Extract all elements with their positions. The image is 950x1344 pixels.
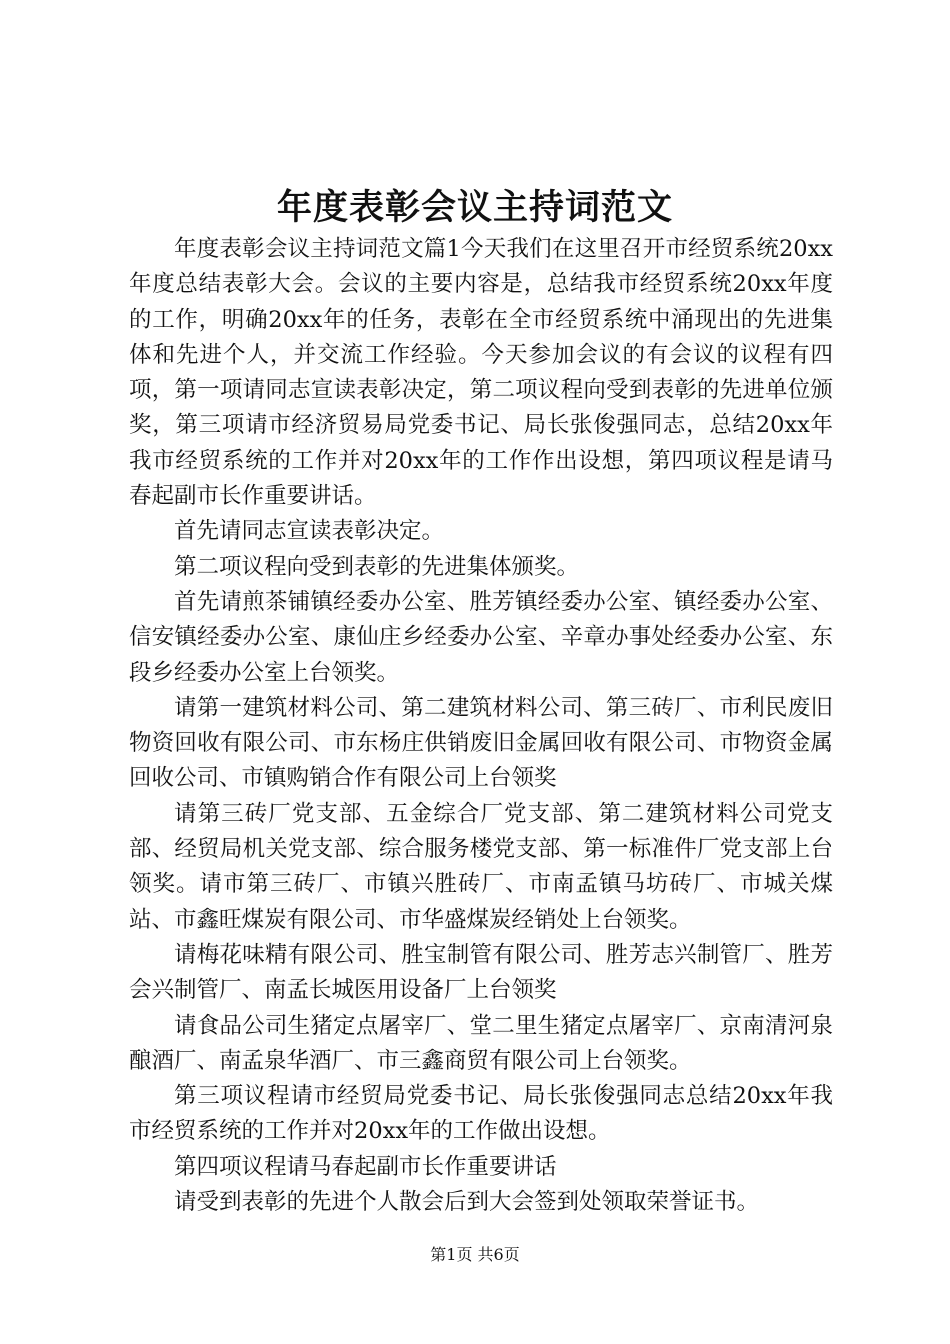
paragraph: 第四项议程请马春起副市长作重要讲话: [174, 1153, 557, 1180]
paragraph: 请第三砖厂党支部、五金综合厂党支部、第二建筑材料公司党支部、经贸局机关党支部、综合服务楼党支部、第一标准件厂党支部上台领奖。请市第三砖厂、市镇兴胜砖厂、市南孟镇马坊砖厂、市城关煤站、市鑫旺煤炭有限公司、市华盛煤炭经销处上台领奖。: [129, 800, 833, 933]
paragraph: 第三项议程请市经贸局党委书记、局长张俊强同志总结20xx年我市经贸系统的工作并对20xx年的工作做出设想。: [129, 1083, 833, 1145]
paragraph: 请食品公司生猪定点屠宰厂、堂二里生猪定点屠宰厂、京南清河泉酿酒厂、南孟泉华酒厂、市三鑫商贸有限公司上台领奖。: [129, 1012, 833, 1074]
paragraph: 请梅花味精有限公司、胜宝制管有限公司、胜芳志兴制管厂、胜芳会兴制管厂、南孟长城医用设备厂上台领奖: [129, 941, 833, 1004]
page-footer: 第1页 共6页: [430, 1245, 520, 1264]
paragraph: 首先请同志宣读表彰决定。: [174, 518, 445, 545]
paragraph: 第二项议程向受到表彰的先进集体颁奖。: [174, 553, 580, 580]
document-body: [129, 232, 833, 1220]
document-title: 年度表彰会议主持词范文: [276, 187, 673, 228]
paragraph: 年度表彰会议主持词范文篇1今天我们在这里召开市经贸系统20xx年度总结表彰大会。会议的主要内容是，总结我市经贸系统20xx年度的工作，明确20xx年的任务，表彰在全市经贸系统中涌现出的先进集体和先进个人，并交流工作经验。今天参加会议的有会议的议程有四项，第一项请同志宣读表彰决定，第二项议程向受到表彰的先进单位颁奖，第三项请市经济贸易局党委书记、局长张俊强同志，总结20xx年我市经贸系统的工作并对20xx年的工作作出设想，第四项议程是请马春起副市长作重要讲话。: [129, 236, 833, 510]
paragraph: 请受到表彰的先进个人散会后到大会签到处领取荣誉证书。: [174, 1189, 760, 1216]
paragraph: 请第一建筑材料公司、第二建筑材料公司、第三砖厂、市利民废旧物资回收有限公司、市东杨庄供销废旧金属回收有限公司、市物资金属回收公司、市镇购销合作有限公司上台领奖: [129, 694, 833, 792]
paragraph: 首先请煎茶铺镇经委办公室、胜芳镇经委办公室、镇经委办公室、信安镇经委办公室、康仙庄乡经委办公室、辛章办事处经委办公室、东段乡经委办公室上台领奖。: [129, 588, 833, 686]
